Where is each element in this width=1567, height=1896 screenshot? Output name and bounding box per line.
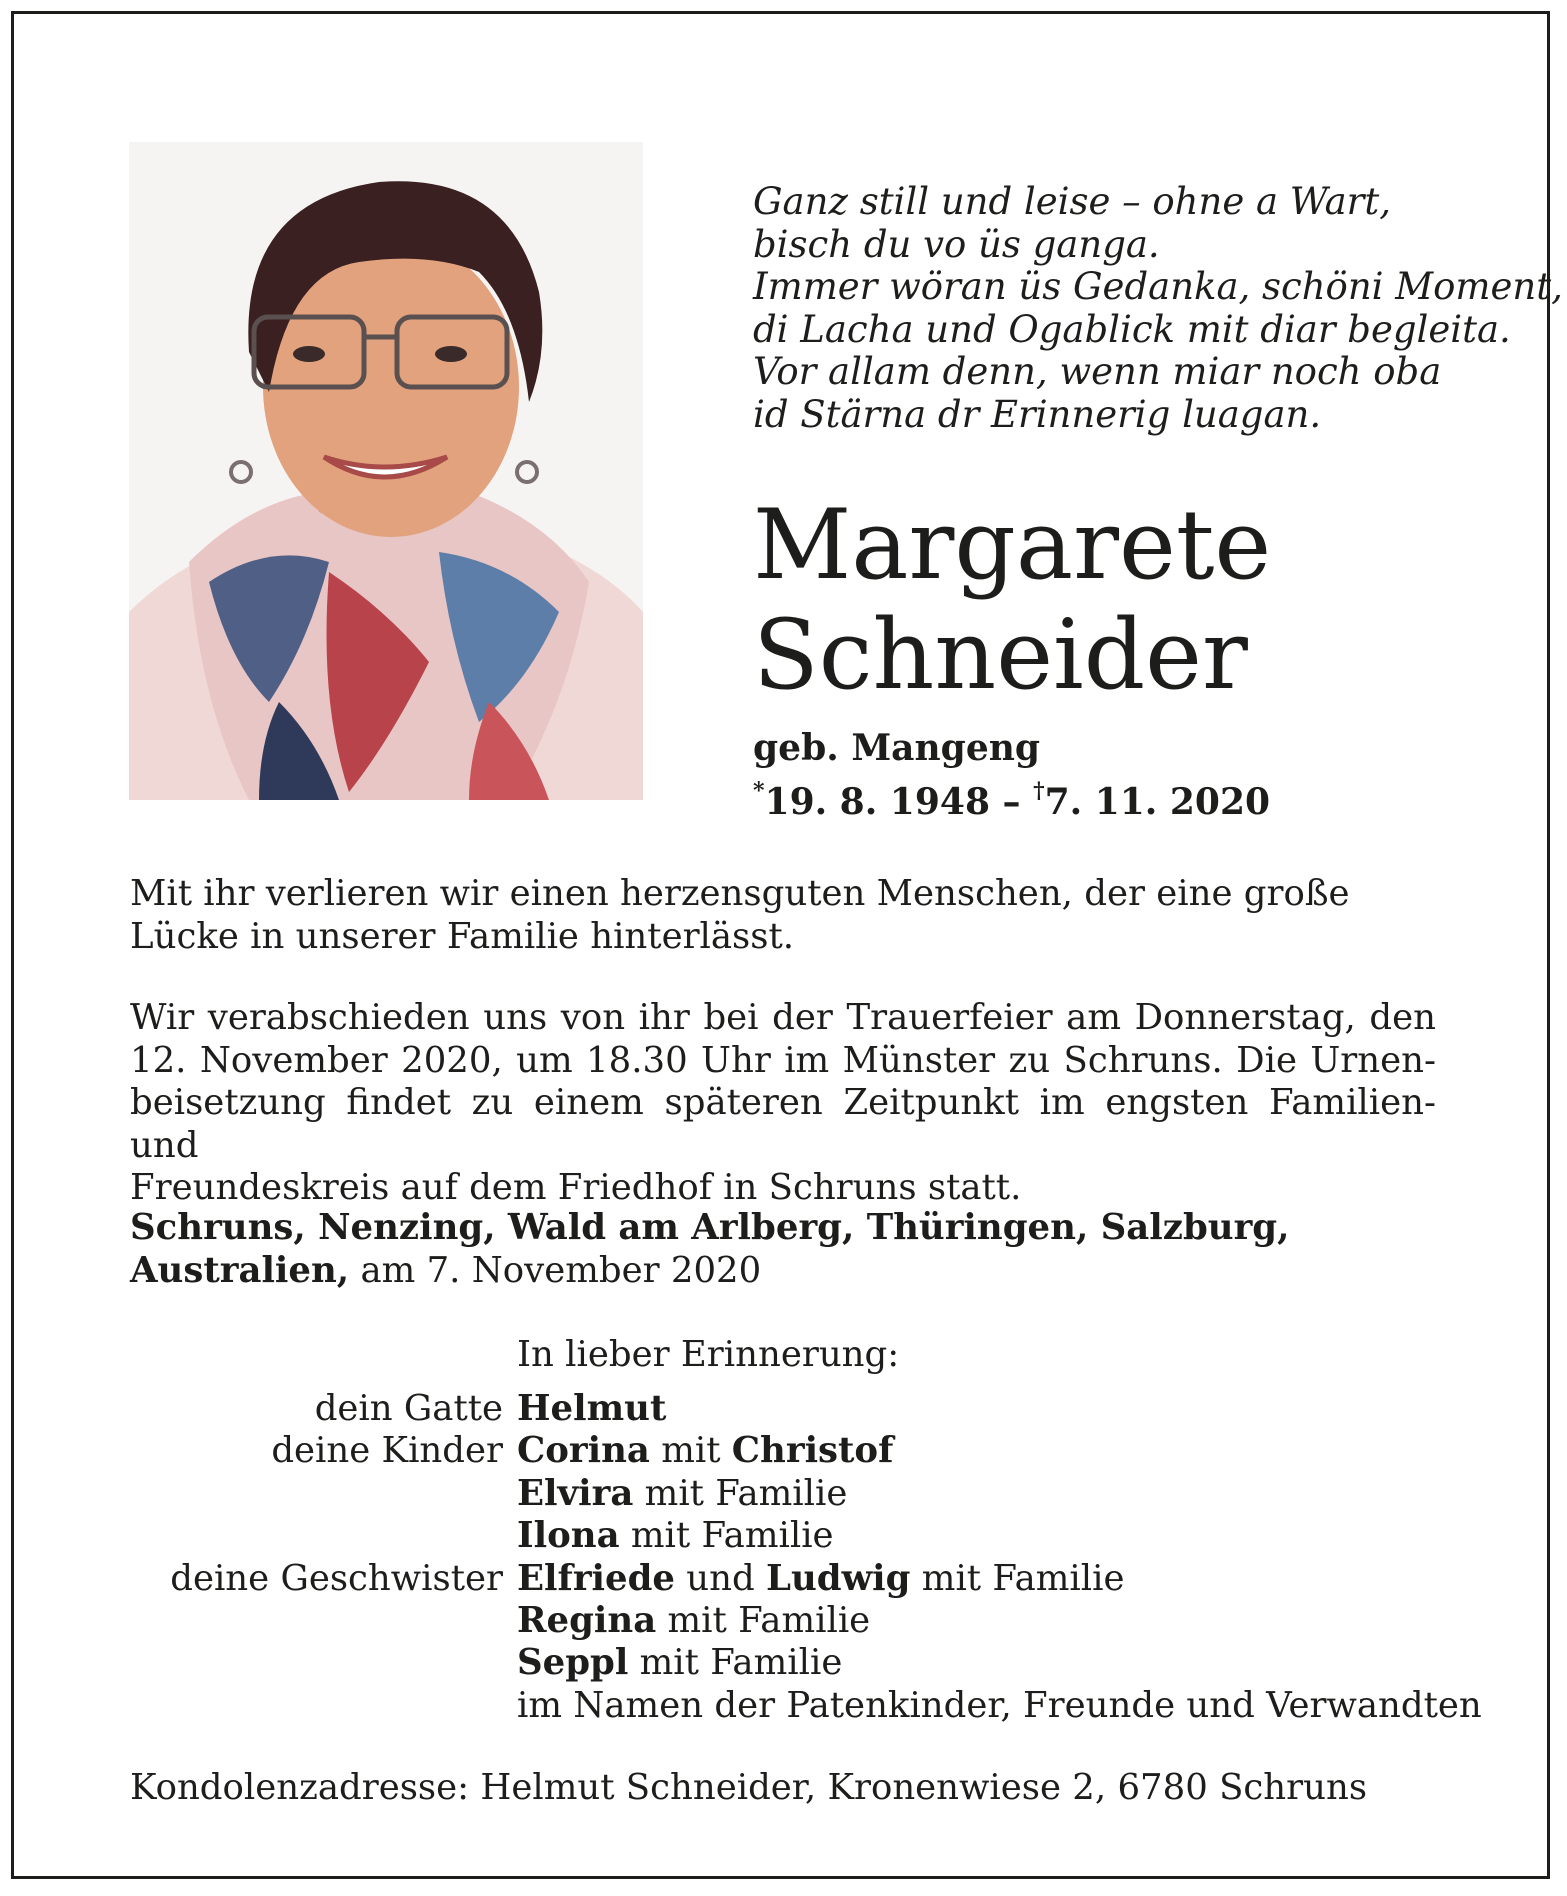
family-row: [0, 1600, 1567, 1642]
member-text: mit Familie: [619, 1515, 834, 1557]
poem-line: id Stärna dr Erinnerig luagan.: [753, 392, 1322, 436]
intro-paragraph: Mit ihr verlieren wir einen herzensguten Menschen, der eine große Lücke in unserer Familie hinterlässt.: [130, 873, 1350, 957]
first-name: Margarete: [753, 489, 1272, 601]
died-date: 7. 11. 2020: [1044, 781, 1271, 823]
member-name: Helmut: [517, 1388, 667, 1429]
deceased-name: [753, 490, 1271, 710]
member-name: Christof: [731, 1430, 894, 1472]
born-symbol: *: [753, 778, 765, 804]
family-row: [0, 1685, 1567, 1727]
died-symbol: †: [1033, 778, 1045, 804]
places-line: [130, 1207, 1436, 1292]
family-members: [517, 1515, 834, 1557]
poem-line: Immer wöran üs Gedanka, schöni Moment,: [753, 265, 1563, 309]
member-text: mit Familie: [628, 1642, 843, 1684]
portrait-photo: [129, 142, 643, 800]
member-name: Ludwig: [766, 1557, 911, 1599]
family-row: [0, 1515, 1567, 1557]
family-members: [517, 1685, 1482, 1727]
family-members: [517, 1642, 842, 1684]
ceremony-paragraph: [130, 997, 1436, 1210]
date-separator: –: [990, 781, 1034, 823]
member-text: mit: [649, 1430, 732, 1472]
family-members: [517, 1388, 666, 1430]
places-list: Schruns, Nenzing, Wald am Arlberg, Thüringen, Salzburg, Australien,: [130, 1207, 1290, 1291]
ceremony-line: beisetzung findet zu einem späteren Zeitpunkt im engsten Familien- und: [130, 1082, 1436, 1166]
family-members: [517, 1430, 893, 1472]
member-text: im Namen der Patenkinder, Freunde und Verwandten: [517, 1684, 1482, 1726]
family-members: [517, 1600, 870, 1642]
poem-line: Ganz still und leise – ohne a Wart,: [753, 180, 1391, 223]
family-row: [0, 1388, 1567, 1430]
family-row: [0, 1642, 1567, 1684]
member-text: mit Familie: [656, 1599, 871, 1641]
member-name: Elfriede: [517, 1557, 675, 1599]
relation-label: deine Kinder: [271, 1430, 503, 1472]
member-name: Regina: [517, 1599, 657, 1641]
family-members: [517, 1473, 847, 1515]
portrait-illustration: [129, 142, 643, 800]
family-list: [0, 1388, 1567, 1727]
family-row: [0, 1558, 1567, 1600]
ceremony-line: Freundeskreis auf dem Friedhof in Schruns statt.: [130, 1167, 1022, 1208]
relation-label: deine Geschwister: [170, 1557, 503, 1599]
poem-line: bisch du vo üs ganga.: [753, 222, 1160, 266]
maiden-name: geb. Mangeng: [753, 727, 1041, 769]
last-name: Schneider: [753, 599, 1248, 711]
poem-line: di Lacha und Ogablick mit diar begleita.: [753, 307, 1511, 351]
life-dates: [753, 770, 1270, 824]
family-row: [0, 1430, 1567, 1472]
condolence-address: Kondolenzadresse: Helmut Schneider, Kronenwiese 2, 6780 Schruns: [130, 1767, 1368, 1808]
memorial-heading: In lieber Erinnerung:: [517, 1334, 900, 1375]
family-row: [0, 1473, 1567, 1515]
member-name: Seppl: [517, 1642, 629, 1684]
member-text: mit Familie: [633, 1472, 848, 1514]
member-name: Corina: [517, 1430, 650, 1472]
poem: [753, 180, 1563, 437]
member-name: Elvira: [517, 1472, 634, 1514]
ceremony-line: Wir verabschieden uns von ihr bei der Trauerfeier am Donnerstag, den: [130, 997, 1436, 1038]
member-name: Ilona: [517, 1515, 620, 1557]
ceremony-line: 12. November 2020, um 18.30 Uhr im Münster zu Schruns. Die Urnen-: [130, 1039, 1436, 1081]
notice-date: am 7. November 2020: [349, 1249, 762, 1291]
family-members: [517, 1558, 1124, 1600]
member-text: und: [675, 1557, 767, 1599]
poem-line: Vor allam denn, wenn miar noch oba: [753, 350, 1442, 394]
member-text: mit Familie: [910, 1557, 1125, 1599]
born-date: 19. 8. 1948: [764, 781, 990, 823]
relation-label: dein Gatte: [314, 1388, 503, 1429]
